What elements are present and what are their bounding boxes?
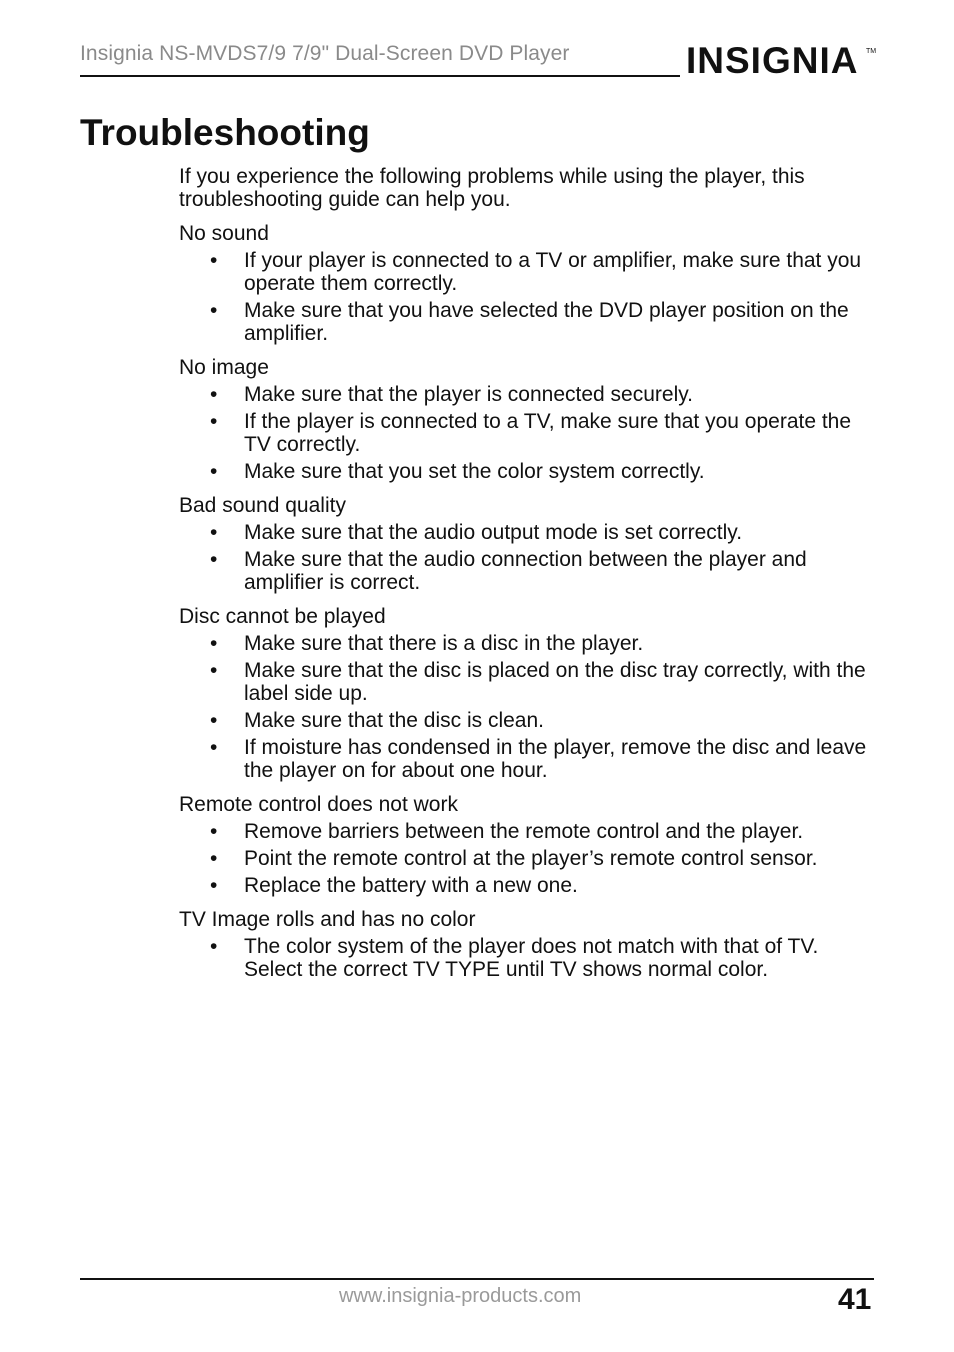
bullet-item	[179, 736, 879, 782]
section-no-sound	[179, 222, 879, 345]
bullet-item	[179, 548, 879, 594]
footer-divider	[80, 1278, 874, 1280]
bullet-icon: •	[210, 935, 218, 958]
section-remote-control-does-not-work	[179, 793, 879, 897]
bullet-list	[179, 521, 879, 594]
section-heading: No image	[179, 356, 269, 379]
bullet-icon: •	[210, 410, 218, 433]
page-title: Troubleshooting	[80, 112, 370, 153]
section-heading: TV Image rolls and has no color	[179, 908, 476, 931]
bullet-list	[179, 632, 879, 782]
bullet-text: If your player is connected to a TV or amplifier, make sure that you operate them correctly.	[244, 249, 862, 295]
bullet-text: If the player is connected to a TV, make sure that you operate the TV correctly.	[244, 410, 852, 456]
bullet-icon: •	[210, 383, 218, 406]
footer-url: www.insignia-products.com	[339, 1285, 582, 1307]
bullet-text: Make sure that the audio connection between the player and amplifier is correct.	[244, 548, 807, 594]
bullet-text: Make sure that the audio output mode is set correctly.	[244, 521, 743, 544]
logo-trademark: TM	[866, 48, 877, 55]
bullet-icon: •	[210, 659, 218, 682]
bullet-text: The color system of the player does not match with that of TV. Select the correct TV TYPE until TV shows normal color.	[244, 935, 819, 981]
bullet-item	[179, 410, 879, 456]
bullet-list	[179, 935, 879, 981]
bullet-text: Make sure that you set the color system correctly.	[244, 460, 705, 483]
header-title: Insignia NS-MVDS7/9 7/9" Dual-Screen DVD Player	[80, 42, 570, 65]
section-heading: Disc cannot be played	[179, 605, 386, 628]
section-heading: Bad sound quality	[179, 494, 346, 517]
bullet-text: Make sure that the disc is placed on the disc tray correctly, with the label side up.	[244, 659, 866, 705]
bullet-list	[179, 820, 879, 897]
insignia-logo	[686, 38, 876, 88]
section-no-image	[179, 356, 879, 483]
bullet-text: Point the remote control at the player’s remote control sensor.	[244, 847, 818, 870]
bullet-text: Make sure that you have selected the DVD player position on the amplifier.	[244, 299, 849, 345]
bullet-item	[179, 299, 879, 345]
bullet-icon: •	[210, 709, 218, 732]
bullet-icon: •	[210, 460, 218, 483]
bullet-list	[179, 249, 879, 345]
bullet-icon: •	[210, 736, 218, 759]
bullet-list	[179, 383, 879, 483]
bullet-text: Remove barriers between the remote control and the player.	[244, 820, 804, 843]
bullet-icon: •	[210, 299, 218, 322]
bullet-text: If moisture has condensed in the player, remove the disc and leave the player on for about one hour.	[244, 736, 867, 782]
bullet-item	[179, 659, 879, 705]
bullet-item	[179, 383, 879, 406]
bullet-icon: •	[210, 820, 218, 843]
bullet-item	[179, 874, 879, 897]
bullet-item	[179, 935, 879, 981]
section-bad-sound-quality	[179, 494, 879, 594]
bullet-item	[179, 820, 879, 843]
bullet-icon: •	[210, 548, 218, 571]
bullet-item	[179, 847, 879, 870]
logo-text: INSIGNIA	[686, 40, 859, 81]
header-divider	[80, 75, 680, 77]
bullet-icon: •	[210, 521, 218, 544]
bullet-item	[179, 709, 879, 732]
bullet-icon: •	[210, 847, 218, 870]
bullet-item	[179, 249, 879, 295]
troubleshooting-content	[179, 165, 879, 992]
page-number: 41	[838, 1283, 872, 1316]
section-tv-image-rolls	[179, 908, 879, 981]
section-heading: No sound	[179, 222, 269, 245]
bullet-item	[179, 632, 879, 655]
bullet-icon: •	[210, 874, 218, 897]
bullet-text: Make sure that there is a disc in the player.	[244, 632, 644, 655]
bullet-item	[179, 460, 879, 483]
bullet-icon: •	[210, 249, 218, 272]
section-disc-cannot-be-played	[179, 605, 879, 782]
section-heading: Remote control does not work	[179, 793, 458, 816]
bullet-item	[179, 521, 879, 544]
bullet-text: Make sure that the disc is clean.	[244, 709, 544, 732]
bullet-icon: •	[210, 632, 218, 655]
bullet-text: Make sure that the player is connected securely.	[244, 383, 694, 406]
intro-paragraph: If you experience the following problems while using the player, this troubleshooting guide can help you.	[179, 165, 805, 211]
bullet-text: Replace the battery with a new one.	[244, 874, 578, 897]
